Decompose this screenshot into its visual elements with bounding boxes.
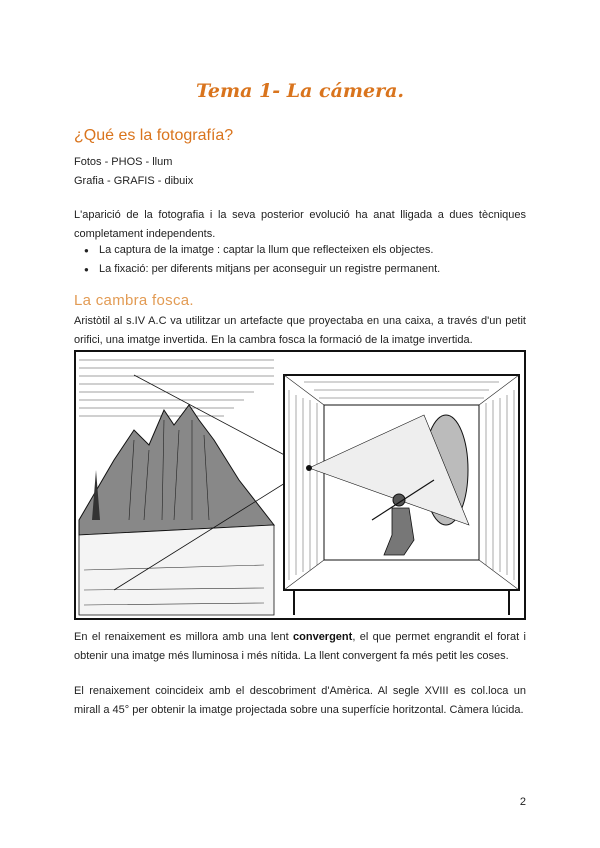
- paragraph-text-start: En el renaixement es millora amb una lent: [74, 631, 294, 643]
- paragraph-text-end: , el que permet engrandit el forat i obtenir una imatge més lluminosa i més nítida. La llent convergent fa més petit les coses.: [74, 631, 526, 662]
- paragraph-renaissance-lens: [74, 628, 526, 666]
- engraving-illustration: [74, 350, 526, 620]
- bullet-item-fixation: ● La fixació: per diferents mitjans per aconseguir un registre permanent.: [74, 260, 526, 279]
- text-line-phos: Fotos - PHOS - llum: [74, 156, 173, 168]
- page-number: 2: [519, 796, 526, 808]
- bullet-item-capture: ● La captura de la imatge : captar la llum que reflecteixen els objectes.: [74, 241, 526, 260]
- camera-obscura-engraving: [74, 350, 526, 620]
- section-heading-photography: ¿Qué es la fotografía?: [74, 127, 234, 144]
- page-title: Tema 1- La cámera.: [195, 80, 405, 102]
- section-heading-camera-obscura: La cambra fosca.: [74, 292, 194, 309]
- paragraph-renaissance-america: El renaixement coincideix amb el descobriment d'Amèrica. Al segle XVIII es col.loca un mirall a 45° per obtenir la imatge projectada sobre una superfície horitzontal. Càmera lúcida.: [74, 685, 526, 716]
- paragraph-aristotle: Aristòtil al s.IV A.C va utilitzar un artefacte que proyectaba en una caixa, a través d'un petit orifici, una imatge invertida. En la cambra fosca la formació de la imatge invertida.: [74, 315, 526, 346]
- bold-term-convergent: convergent: [293, 631, 353, 643]
- text-line-grafis: Grafia - GRAFIS - dibuix: [74, 175, 194, 187]
- bullet-list: [74, 241, 526, 279]
- paragraph-intro: L'aparició de la fotografia i la seva posterior evolució ha anat lligada a dues tècniques completament independents.: [74, 209, 526, 240]
